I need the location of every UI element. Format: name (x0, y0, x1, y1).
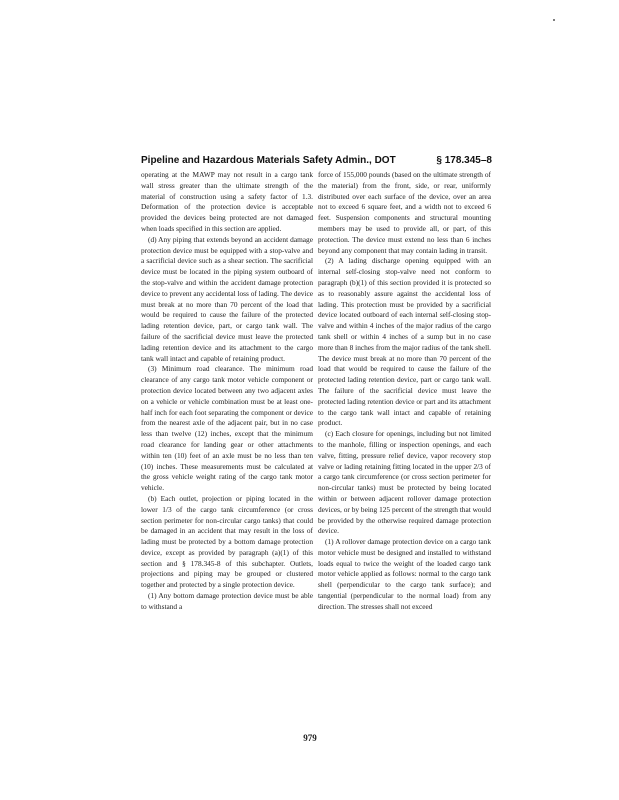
paragraph: (b) Each outlet, projection or piping located in the lower 1/3 of the cargo tank circumference (or cross section perimeter for non-circular cargo tanks) that could be damaged in an accident that may result in the loss of lading must be protected by a bottom damage protection device, except as provided by paragraph (a)(1) of this section and § 178.345-8 of this subchapter. Outlets, projections and piping may be grouped or clustered together and protected by a single protection device. (141, 493, 313, 590)
paragraph: (2) A lading discharge opening equipped with an internal self-closing stop-valve need not conform to paragraph (b)(1) of this section provided it is protected so as to reasonably assure against the accidental loss of lading. This protection must be provided by a sacrificial device located outboard of each internal self-closing stop-valve and within 4 inches of the major radius of the cargo tank shell or within 4 inches of a sump but in no case more than 8 inches from the major radius of the tank shell. The device must break at no more than 70 percent of the load that would be required to cause the failure of the protected lading retention device, part or cargo tank wall. The failure of the sacrificial device must leave the protected lading retention device or part and its attachment to the cargo tank wall intact and capable of retaining product. (318, 256, 491, 428)
paragraph: (1) A rollover damage protection device on a cargo tank motor vehicle must be designed and installed to withstand loads equal to twice the weight of the loaded cargo tank motor vehicle applied as follows: normal to the cargo tank shell (perpendicular to the cargo tank surface); and tangential (perpendicular to the normal load) from any direction. The stresses shall not exceed (318, 537, 491, 611)
left-column (141, 170, 313, 728)
paragraph: (c) Each closure for openings, including but not limited to the manhole, filling or inspection openings, and each valve, fitting, pressure relief device, vapor recovery stop valve or lading retaining fitting located in the upper 2/3 of a cargo tank circumference (or cross section perimeter for non-circular tanks) must be protected by being located within or between adjacent rollover damage protection devices, or by being 125 percent of the strength that would be provided by the otherwise required damage protection device. (318, 429, 491, 536)
running-header (141, 155, 492, 169)
paragraph: operating at the MAWP may not result in a cargo tank wall stress greater than the ultimate strength of the material of construction using a safety factor of 1.3. Deformation of the protection device is acceptable provided the devices being protected are not damaged when loads specified in this section are applied. (141, 170, 313, 233)
paragraph: (d) Any piping that extends beyond an accident damage protection device must be equipped with a stop-valve and a sacrificial device such as a shear section. The sacrificial device must be located in the piping system outboard of the stop-valve and within the accident damage protection device to prevent any accidental loss of lading. The device must break at no more than 70 percent of the load that would be required to cause the failure of the protected lading retention device, part, or cargo tank wall. The failure of the sacrificial device must leave the protected lading retention device and its attachment to the cargo tank wall intact and capable of retaining product. (141, 234, 313, 363)
header-section: § 178.345–8 (436, 155, 492, 166)
paragraph: (3) Minimum road clearance. The minimum road clearance of any cargo tank motor vehicle component or protection device located between any two adjacent axles on a vehicle or vehicle combination must be at least one-half inch for each foot separating the component or device from the nearest axle of the adjacent pair, but in no case less than twelve (12) inches, except that the minimum road clearance for landing gear or other attachments within ten (10) feet of an axle must be no less than ten (10) inches. These measurements must be calculated at the gross vehicle weight rating of the cargo tank motor vehicle. (141, 364, 313, 493)
paragraph: force of 155,000 pounds (based on the ultimate strength of the material) from the front, side, or rear, uniformly distributed over each surface of the device, over an area not to exceed 6 square feet, and a width not to exceed 6 feet. Suspension components and structural mounting members may be used to provide all, or part, of this protection. The device must extend no less than 6 inches beyond any component that may contain lading in transit. (318, 170, 491, 255)
page-number: 979 (303, 733, 317, 743)
header-agency: Pipeline and Hazardous Materials Safety Admin., DOT (141, 155, 396, 166)
scan-speck (553, 19, 555, 21)
paragraph: (1) Any bottom damage protection device must be able to withstand a (141, 591, 313, 611)
right-column (318, 170, 491, 728)
